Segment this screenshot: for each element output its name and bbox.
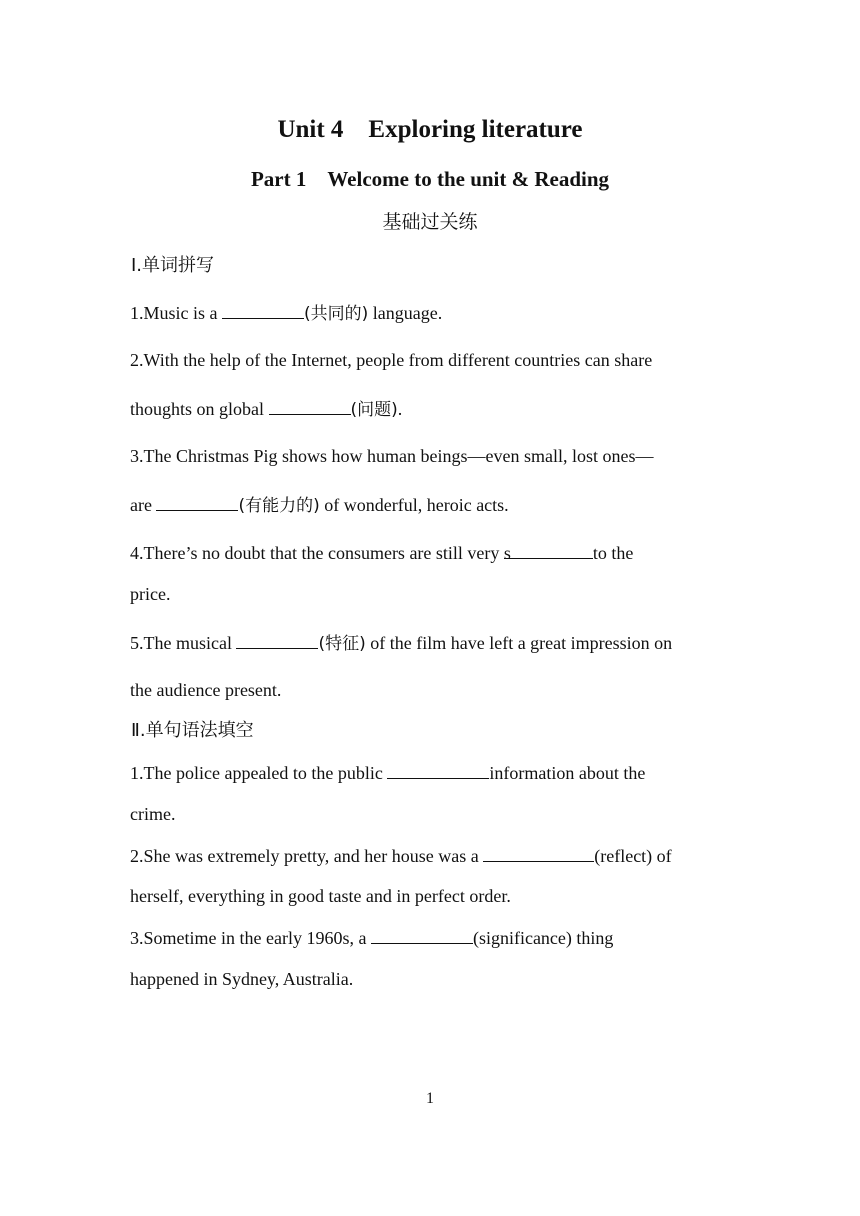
s1-question-5-line2: the audience present.: [130, 680, 282, 700]
answer-blank[interactable]: [387, 761, 489, 779]
answer-blank[interactable]: s: [504, 541, 593, 559]
s2-question-3-line2: happened in Sydney, Australia.: [130, 969, 354, 989]
s2-question-1-line1: 1.The police appealed to the public information about the: [130, 763, 646, 783]
exercise-subtitle: 基础过关练: [382, 211, 478, 233]
answer-blank[interactable]: [156, 493, 238, 511]
unit-title: Unit 4 Exploring literature: [277, 116, 583, 143]
section-2-heading: Ⅱ.单句语法填空: [131, 720, 254, 741]
answer-blank[interactable]: [236, 631, 318, 649]
s1-question-2-line1: 2.With the help of the Internet, people from different countries can share: [130, 350, 653, 370]
answer-blank[interactable]: [269, 397, 351, 415]
s1-question-3-line1: 3.The Christmas Pig shows how human beings—even small, lost ones—: [130, 446, 654, 466]
s2-question-1-line2: crime.: [130, 804, 176, 824]
answer-blank[interactable]: [483, 844, 594, 862]
s1-question-4-line1: 4.There’s no doubt that the consumers are still very s to the: [130, 543, 634, 563]
s1-question-3-line2: are (有能力的) of wonderful, heroic acts.: [130, 495, 509, 516]
page-number: 1: [426, 1090, 434, 1107]
s1-question-2-line2: thoughts on global (问题).: [130, 399, 403, 420]
s1-question-1: 1.Music is a (共同的) language.: [130, 303, 443, 324]
section-1-heading: Ⅰ.单词拼写: [131, 255, 215, 276]
s1-question-4-line2: price.: [130, 584, 171, 604]
s2-question-2-line2: herself, everything in good taste and in perfect order.: [130, 886, 511, 906]
answer-blank[interactable]: [222, 301, 304, 319]
part-title: Part 1 Welcome to the unit & Reading: [250, 167, 610, 191]
answer-blank[interactable]: [371, 926, 473, 944]
s2-question-2-line1: 2.She was extremely pretty, and her house was a (reflect) of: [130, 846, 672, 866]
s2-question-3-line1: 3.Sometime in the early 1960s, a (significance) thing: [130, 928, 614, 948]
s1-question-5-line1: 5.The musical (特征) of the film have left a great impression on: [130, 633, 673, 654]
